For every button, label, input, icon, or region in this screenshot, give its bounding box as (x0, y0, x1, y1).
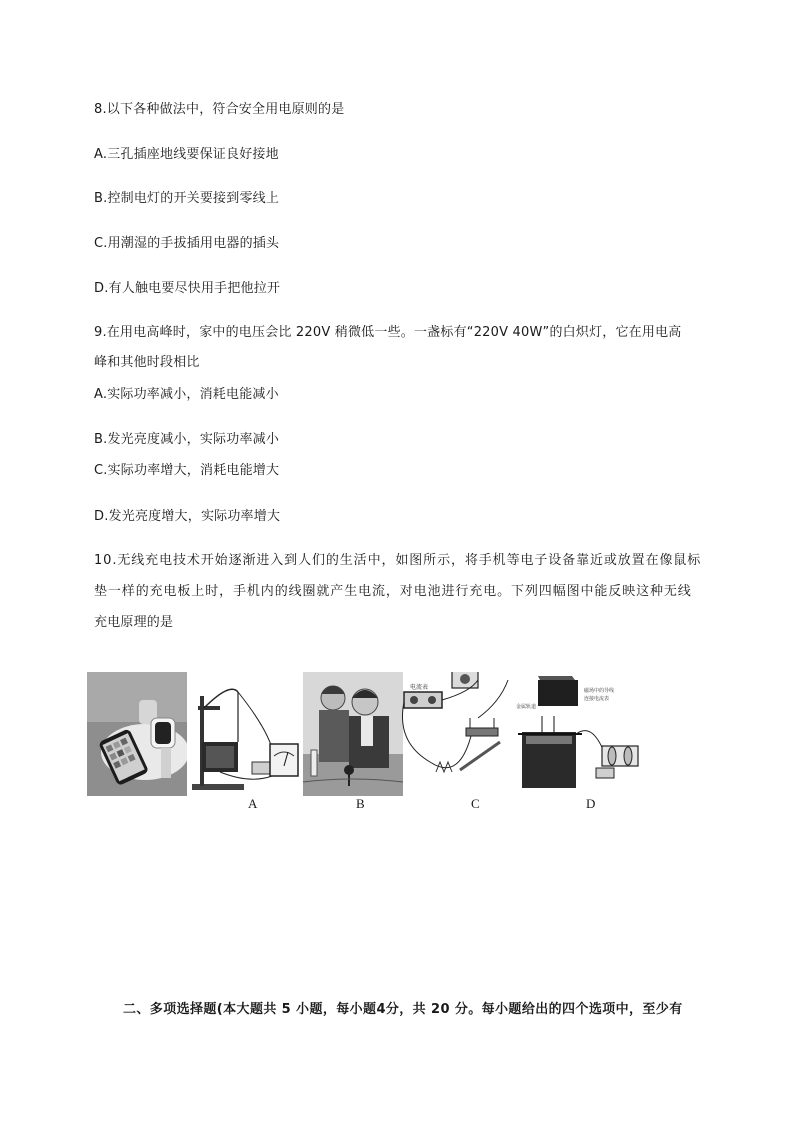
q8-stem: 8.以下各种做法中，符合安全用电原则的是 (94, 102, 345, 117)
q8-option-d: D.有人触电要尽快用手把他拉开 (94, 281, 281, 296)
q8-option-a: A.三孔插座地线要保证良好接地 (94, 147, 279, 162)
q9-option-c: C.实际功率增大，消耗电能增大 (94, 463, 280, 478)
section-2-heading: 二、多项选择题(本大题共 5 小题，每小题4分，共 20 分。每小题给出的四个选项中，至少有 (123, 1002, 683, 1017)
q9-option-a: A.实际功率减小，消耗电能减小 (94, 387, 279, 402)
figure-caption-b: B (356, 796, 365, 811)
figure-a-induction-apparatus (190, 672, 300, 796)
figure-caption-a: A (248, 796, 258, 811)
q9-option-b: B.发光亮度减小，实际功率减小 (94, 432, 280, 447)
q9-option-d: D.发光亮度增大，实际功率增大 (94, 509, 281, 524)
figure-caption-c: C (471, 796, 480, 811)
q9-stem-line-1: 9.在用电高峰时，家中的电压会比 220V 稍微低一些。一盏标有“220V 40W”的白炽灯，它在用电高 (94, 325, 682, 340)
q10-stem-line-1: 10.无线充电技术开始逐渐进入到人们的生活中，如图所示，将手机等电子设备靠近或放置在像鼠标 (94, 553, 702, 568)
figure-c-circuit-apparatus (400, 672, 525, 796)
svg-text:电流表: 电流表 (410, 684, 429, 691)
figure-b-scientists-illustration (303, 672, 403, 796)
figure-d-magnet-coil-apparatus (512, 672, 642, 796)
q8-option-b: B.控制电灯的开关要接到零线上 (94, 191, 280, 206)
svg-text:金属轨道: 金属轨道 (516, 704, 537, 710)
q9-stem-line-2: 峰和其他时段相比 (94, 355, 200, 370)
figure-caption-d: D (586, 796, 596, 811)
svg-text:连接电流表: 连接电流表 (584, 696, 610, 702)
q10-stem-line-3: 充电原理的是 (94, 615, 174, 630)
q8-option-c: C.用潮湿的手拔插用电器的插头 (94, 236, 280, 251)
q10-stem-line-2: 垫一样的充电板上时，手机内的线圈就产生电流，对电池进行充电。下列四幅图中能反映这种无线 (94, 584, 692, 599)
svg-text:磁场中的导线: 磁场中的导线 (584, 688, 615, 694)
wireless-charger-photo (87, 672, 187, 796)
